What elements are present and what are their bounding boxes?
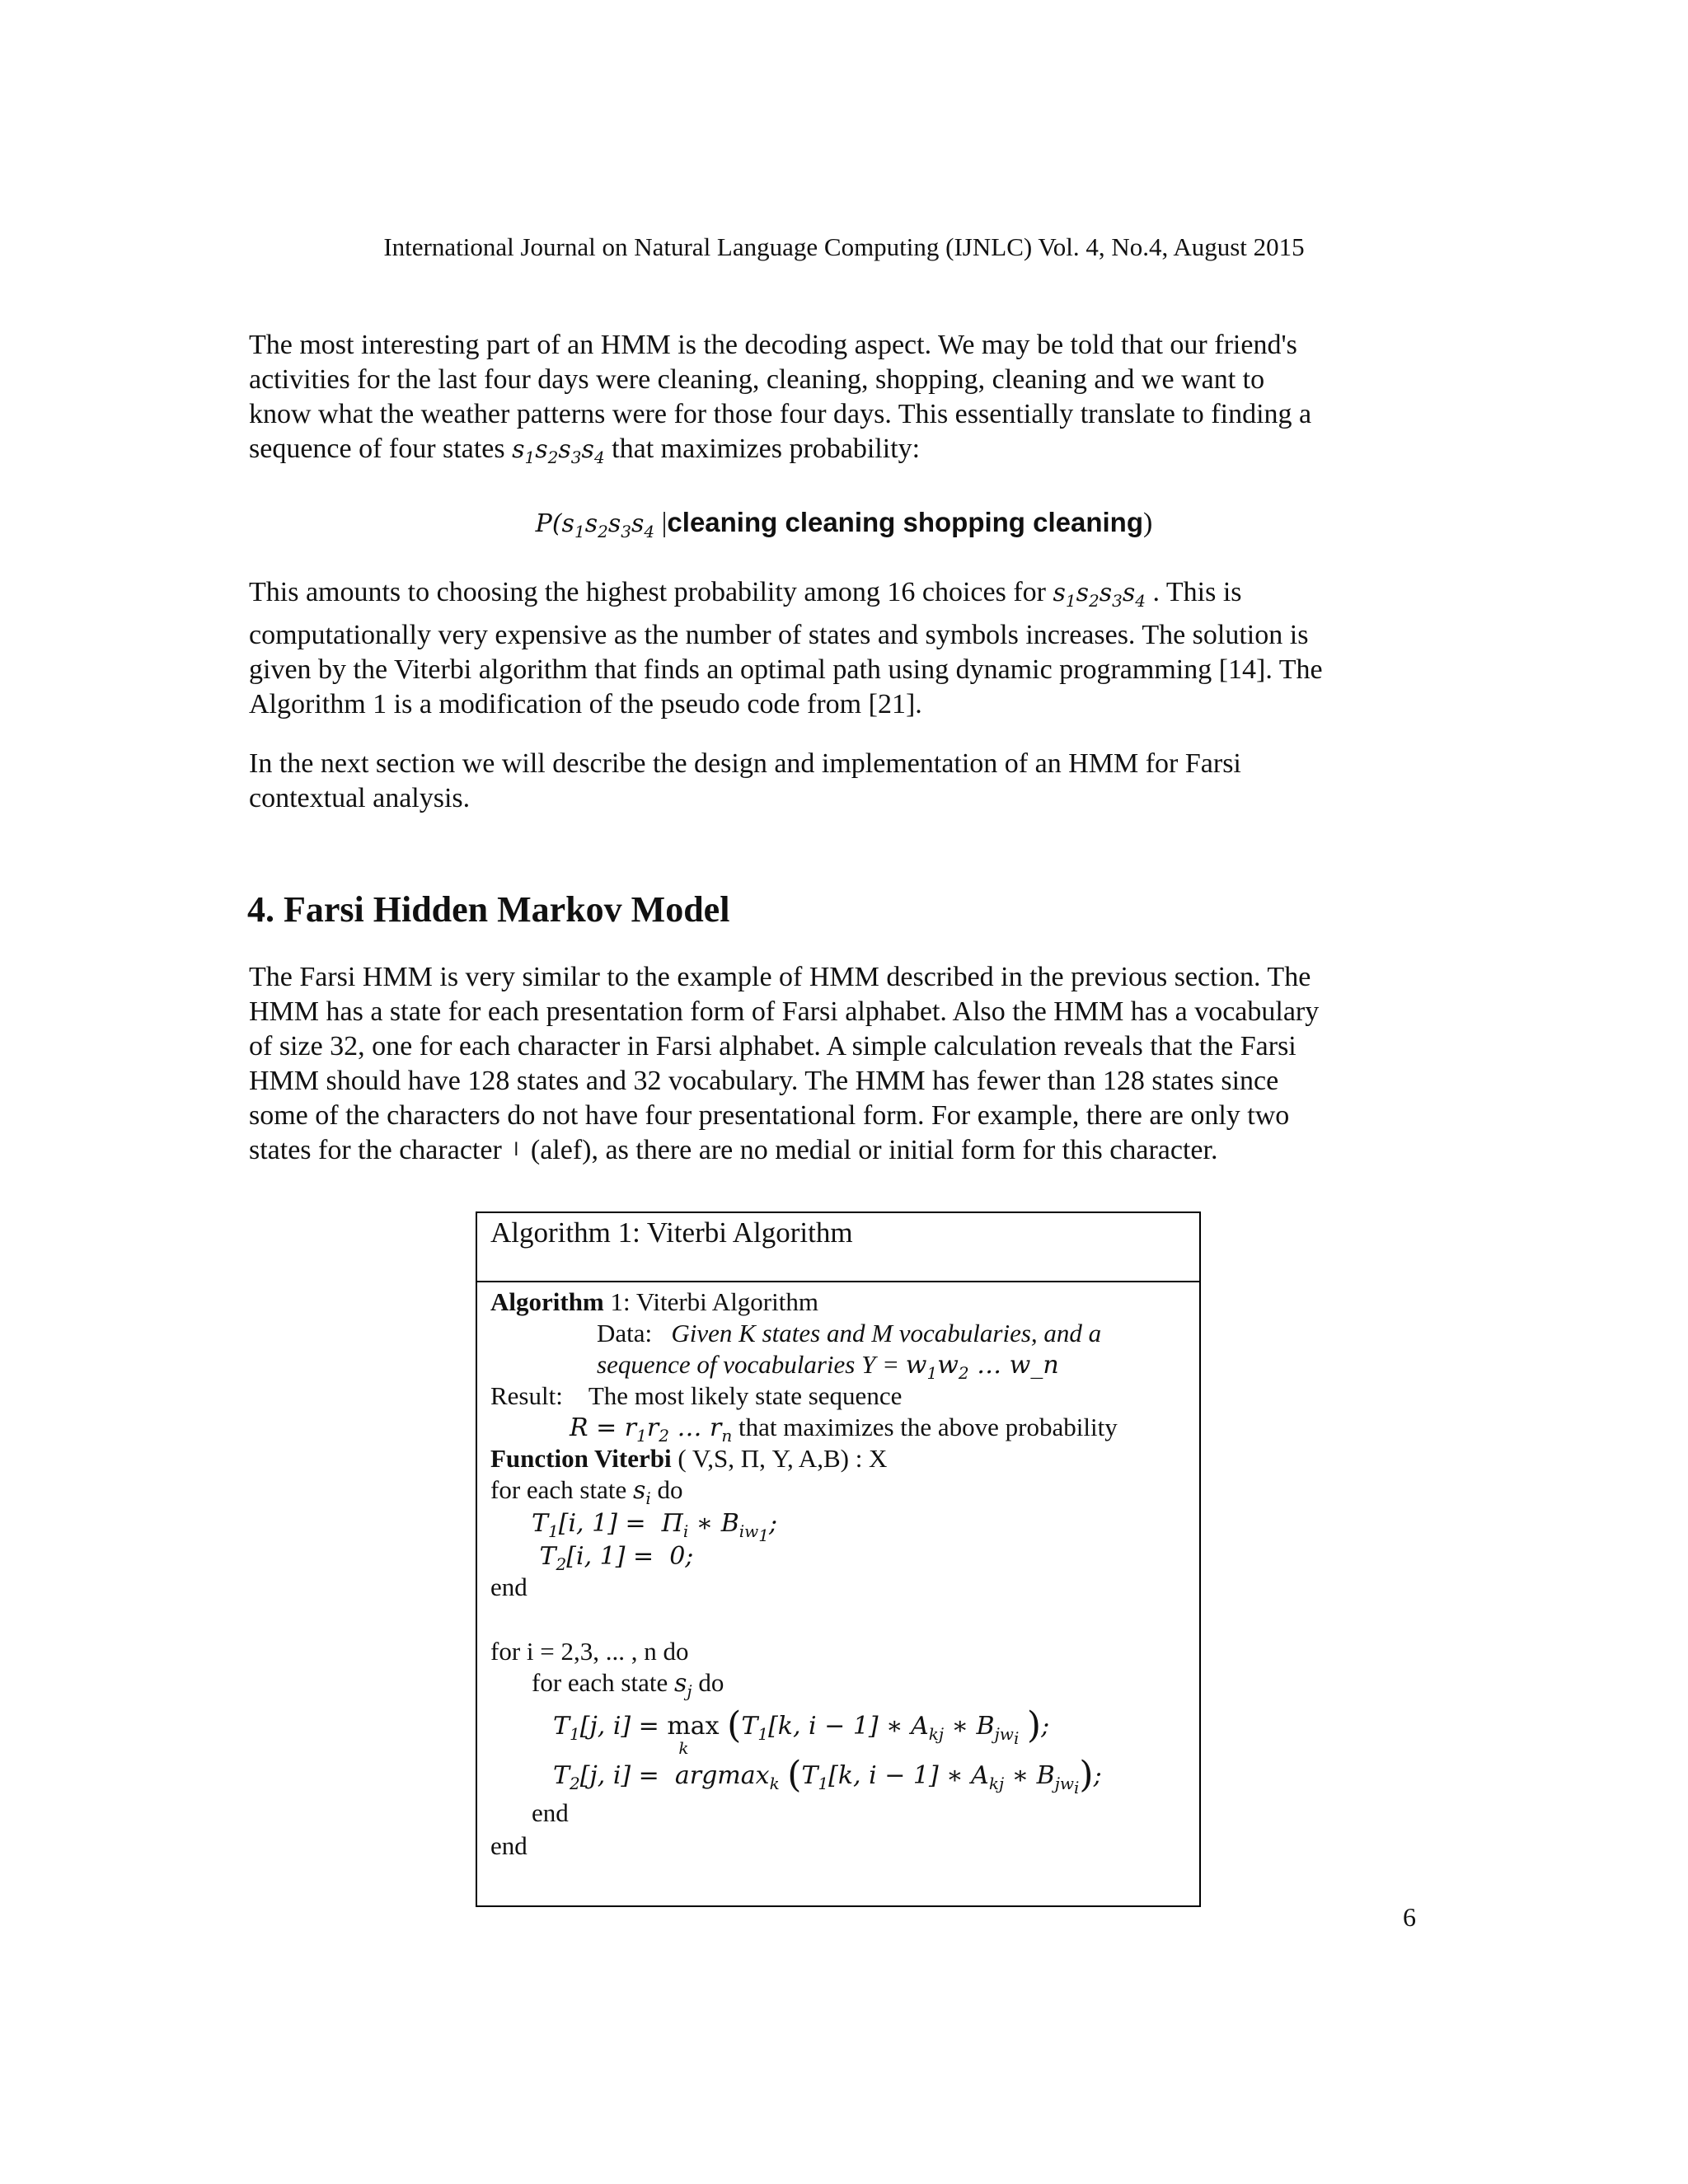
- state-sequence-math: $s_1s_2s_3s_4$: [512, 435, 605, 467]
- paragraph-viterbi-intro: This amounts to choosing the highest probability among 16 choices for $s_1s_2s_3s_4$ . This is computationally very expensive as the number of states and symbols increases. The solution is given by the Viterbi algorithm that finds an optimal path using dynamic programming [14]. The Algorithm 1 is a modification of the pseudo code from [21].: [249, 577, 1323, 719]
- paragraph-next-section: In the next section we will describe the design and implementation of an HMM for Farsi contextual analysis.: [249, 748, 1241, 813]
- paragraph-decoding: The most interesting part of an HMM is the decoding aspect. We may be told that our friend's activities for the last four days were cleaning, cleaning, shopping, cleaning and we want to know what the weather patterns were for those four days. This essentially translate to finding a sequence of four states $s_1s_2s_3s_4$ that maximizes probability:: [249, 330, 1312, 467]
- journal-header: International Journal on Natural Language Computing (IJNLC) Vol. 4, No.4, August 2015: [383, 232, 1305, 261]
- probability-equation: $P(s_1s_2s_3s_4$ |cleaning cleaning shopping cleaning): [535, 507, 1153, 541]
- page-number: 6: [1403, 1902, 1416, 1932]
- algorithm-box: Algorithm 1: Viterbi Algorithm Algorithm 1: Viterbi Algorithm Data: Given K states and M vocabularies, and a sequence of vocabularies $Y = w_1w_2$ … w_n Result: The most likely state sequence $R = r_1r_2$ … $r_n$ that maximizes the above probability Function Viterbi ( V,S, Π, Y, A,B) : X for each state $s_i$ do $T_1[i$, $1] = \Pi_i$ ∗ $B_{iw_1}$; $T_2[i$, 1] = 0; end for i = 2,3, ... , n do for each state $s_j$ do $T_1[j$, i] = max k ($T_1[k$, i − 1] ∗ $A_{kj}$ ∗ $B_{jw_i}$ ); $T_2[j$, i] = argmax$_k$ ($T_1[k$, i − 1] ∗ $A_{kj}$ ∗ $B_{jw_i}$); end end: [476, 1212, 1201, 1907]
- algorithm-caption: Algorithm 1: Viterbi Algorithm: [477, 1213, 1199, 1282]
- section-title: 4. Farsi Hidden Markov Model: [247, 889, 730, 930]
- alef-character: ا: [513, 1140, 519, 1160]
- paragraph-farsi-hmm: The Farsi HMM is very similar to the example of HMM described in the previous section. The HMM has a state for each presentation form of Farsi alphabet. Also the HMM has a vocabulary of size 32, one for each character in Farsi alphabet. A simple calculation reveals that the Farsi HMM should have 128 states and 32 vocabulary. The HMM has fewer than 128 states since some of the characters do not have four presentational form. For example, there are only two states for the character ا (alef), as there are no medial or initial form for this character.: [249, 962, 1320, 1165]
